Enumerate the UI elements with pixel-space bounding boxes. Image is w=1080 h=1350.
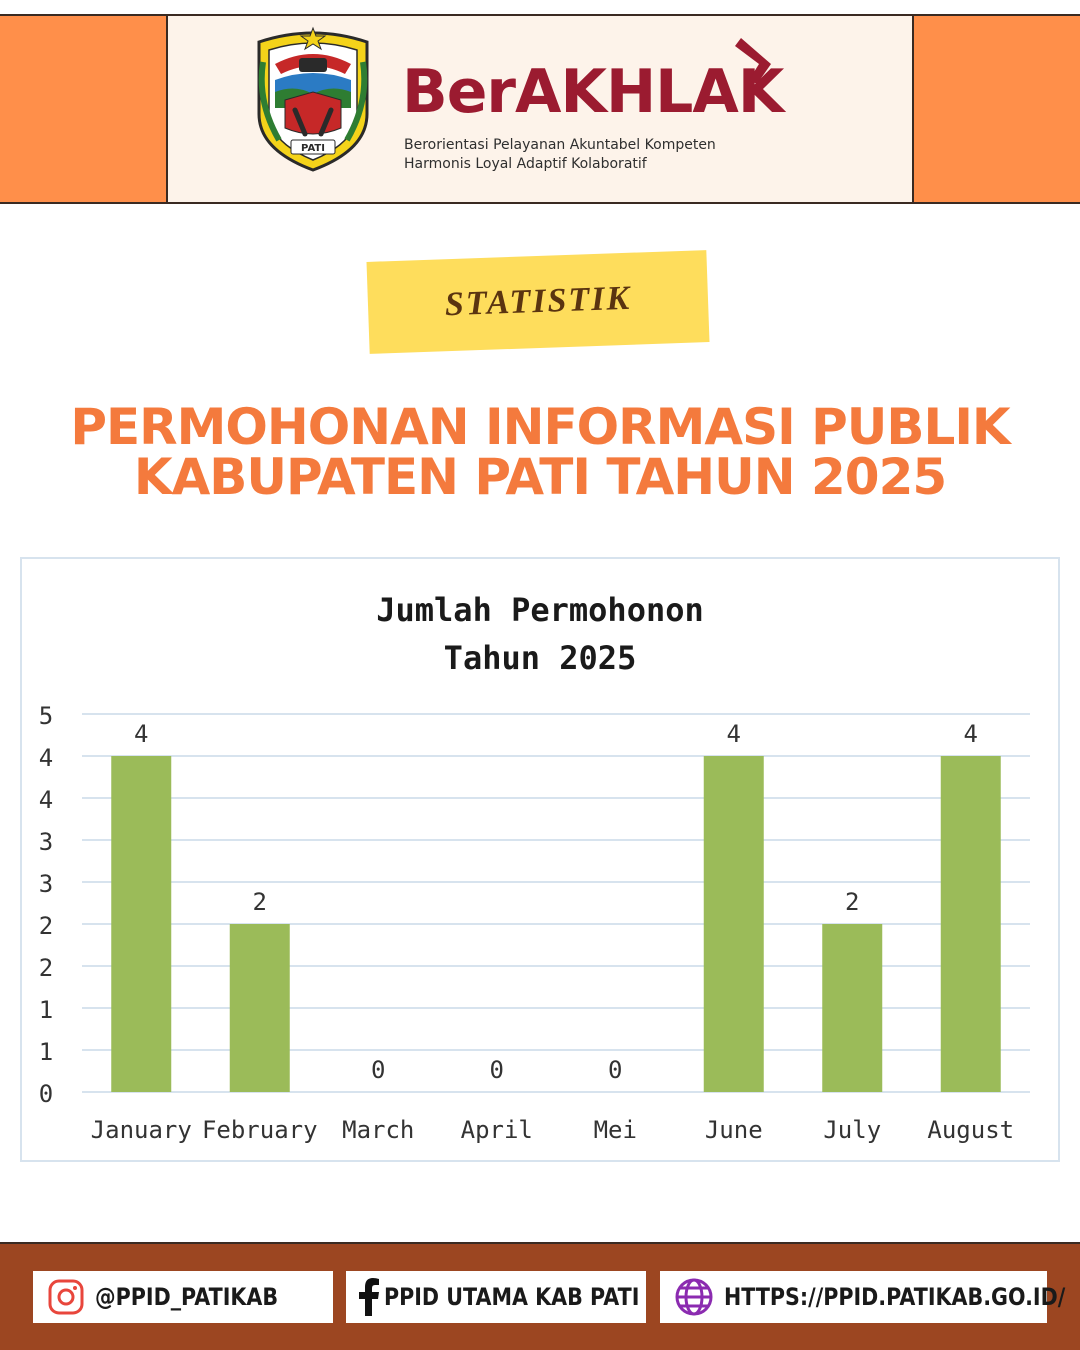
y-tick-label: 4 [38, 744, 54, 772]
x-tick-label-february: February [201, 1116, 318, 1144]
data-label-july: 2 [845, 888, 860, 916]
data-label-january: 4 [134, 720, 149, 748]
y-tick-label: 2 [38, 954, 54, 982]
pati-emblem-logo [255, 22, 371, 172]
bar-chart [22, 559, 1058, 1160]
data-label-february: 2 [252, 888, 267, 916]
y-tick-label: 1 [38, 1038, 54, 1066]
instagram-icon [47, 1278, 85, 1316]
header-right-panel [912, 16, 1080, 202]
y-tick-label: 0 [38, 1080, 54, 1108]
footer [0, 1242, 1080, 1350]
x-tick-label-march: March [342, 1116, 415, 1144]
y-tick-label: 2 [38, 912, 54, 940]
x-tick-label-mei: Mei [593, 1116, 637, 1144]
page-title-line-2: KABUPATEN PATI TAHUN 2025 [133, 448, 947, 506]
page-title-line-1: PERMOHONAN INFORMASI PUBLIK [70, 398, 1010, 456]
y-tick-label: 3 [38, 828, 54, 856]
bar-january [111, 756, 171, 1092]
website-url: HTTPS://PPID.PATIKAB.GO.ID/ [724, 1283, 1066, 1311]
chart-title-line-2: Tahun 2025 [443, 639, 637, 677]
facebook-page-name: PPID UTAMA KAB PATI [384, 1283, 640, 1311]
brand-tagline-1: Berorientasi Pelayanan Akuntabel Kompeten [404, 137, 716, 153]
bar-june [704, 756, 764, 1092]
x-tick-label-august: August [927, 1116, 1015, 1144]
data-label-mei: 0 [608, 1056, 623, 1084]
facebook-link[interactable] [346, 1271, 646, 1323]
data-label-april: 0 [489, 1056, 504, 1084]
brand-tagline-2: Harmonis Loyal Adaptif Kolaboratif [404, 156, 647, 172]
y-tick-label: 5 [38, 702, 54, 730]
chart-panel [20, 557, 1060, 1162]
bar-august [941, 756, 1001, 1092]
instagram-link[interactable] [33, 1271, 333, 1323]
x-tick-label-june: June [704, 1116, 763, 1144]
x-tick-label-january: January [90, 1116, 192, 1144]
data-label-june: 4 [726, 720, 741, 748]
header-left-panel [0, 16, 168, 202]
y-tick-label: 3 [38, 870, 54, 898]
y-tick-label: 1 [38, 996, 54, 1024]
emblem-text: PATI [301, 143, 325, 154]
brand-chevron-icon [735, 36, 775, 86]
brand-title: BerAKHLAK [402, 57, 784, 127]
bar-february [230, 924, 290, 1092]
instagram-handle: @PPID_PATIKAB [95, 1283, 279, 1311]
data-label-august: 4 [963, 720, 978, 748]
chart-title-line-1: Jumlah Permohonon [376, 591, 704, 629]
x-tick-label-april: April [460, 1116, 533, 1144]
x-tick-label-july: July [823, 1116, 882, 1144]
y-tick-label: 4 [38, 786, 54, 814]
globe-icon [674, 1277, 714, 1317]
data-label-march: 0 [371, 1056, 386, 1084]
bar-july [822, 924, 882, 1092]
section-tag-label: STATISTIK [444, 279, 632, 324]
website-link[interactable] [660, 1271, 1066, 1323]
facebook-icon [358, 1278, 380, 1316]
section-tag [366, 250, 709, 354]
